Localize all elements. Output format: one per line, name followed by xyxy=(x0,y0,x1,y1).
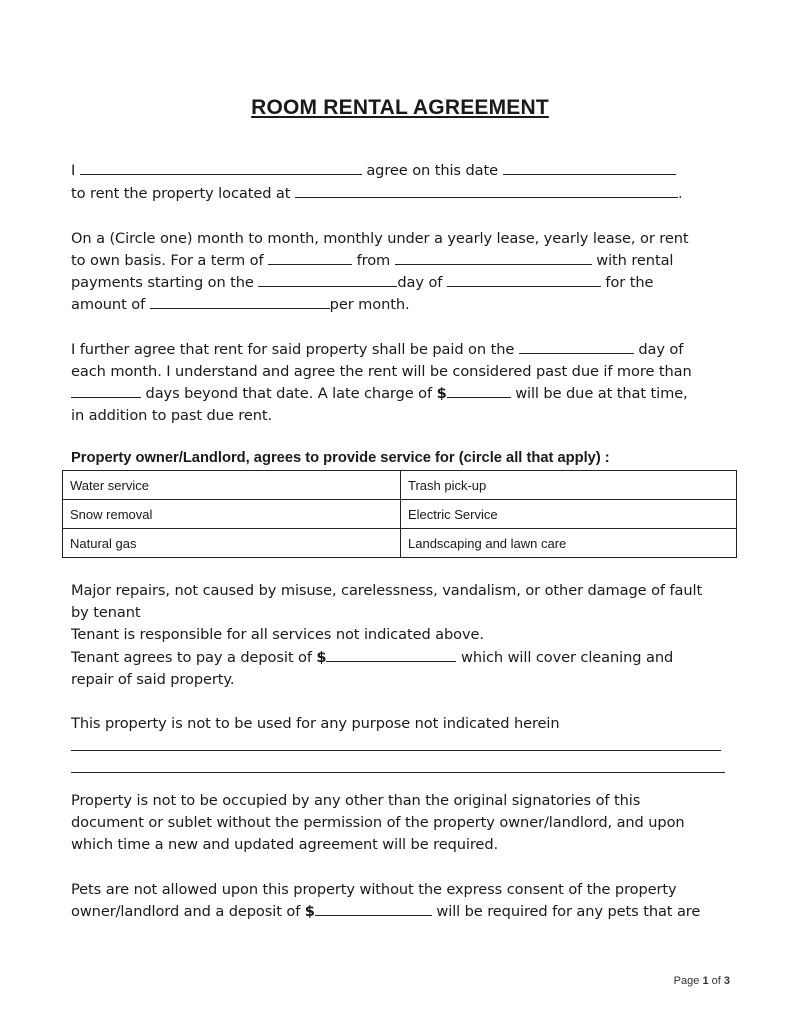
text: . xyxy=(677,185,683,202)
service-cell[interactable]: Natural gas xyxy=(63,529,401,558)
para6-line3: which time a new and updated agreement will be required. xyxy=(71,836,499,853)
para4-line5: repair of said property. xyxy=(71,671,235,688)
pay-day-blank[interactable] xyxy=(519,339,634,354)
para3-line1 xyxy=(71,339,683,361)
para4-line4 xyxy=(71,647,673,669)
text: will be due at that time, xyxy=(515,385,688,402)
term-blank[interactable] xyxy=(268,250,352,265)
para7-line2 xyxy=(71,901,700,923)
page-current: 1 xyxy=(702,975,709,987)
late-charge-blank[interactable] xyxy=(447,383,511,398)
text: day of xyxy=(638,341,684,358)
text: to own basis. For a term of xyxy=(71,252,264,269)
text: to rent the property located at xyxy=(71,185,291,202)
text: I further agree that rent for said property shall be paid on the xyxy=(71,341,515,358)
text: amount of xyxy=(71,296,146,313)
text: agree on this date xyxy=(366,162,498,179)
dollar-sign: $ xyxy=(436,385,447,402)
para4-line2: by tenant xyxy=(71,604,141,621)
page-word: Page xyxy=(673,975,700,987)
dollar-sign: $ xyxy=(316,649,327,666)
table-row xyxy=(63,529,737,558)
text: Tenant agrees to pay a deposit of xyxy=(71,649,312,666)
page-total: 3 xyxy=(723,975,730,987)
para1-line2 xyxy=(71,183,682,205)
text: which will cover cleaning and xyxy=(461,649,674,666)
deposit-blank[interactable] xyxy=(326,647,456,662)
name-blank[interactable] xyxy=(80,160,362,175)
service-cell[interactable]: Electric Service xyxy=(401,500,737,529)
services-heading: Property owner/Landlord, agrees to provide service for (circle all that apply) : xyxy=(71,450,610,466)
para2-line1: On a (Circle one) month to month, monthly under a yearly lease, yearly lease, or rent xyxy=(71,230,689,247)
date-blank[interactable] xyxy=(503,160,676,175)
start-day-blank[interactable] xyxy=(258,272,397,287)
para4-line1: Major repairs, not caused by misuse, carelessness, vandalism, or other damage of fault xyxy=(71,582,703,599)
para5-line1: This property is not to be used for any purpose not indicated herein xyxy=(71,715,560,732)
text: from xyxy=(356,252,391,269)
service-cell[interactable]: Landscaping and lawn care xyxy=(401,529,737,558)
text: with rental xyxy=(596,252,674,269)
term-from-blank[interactable] xyxy=(395,250,592,265)
para3-line3 xyxy=(71,383,688,405)
para7-line1: Pets are not allowed upon this property without the express consent of the property xyxy=(71,881,677,898)
table-row xyxy=(63,471,737,500)
para6-line2: document or sublet without the permission of the property owner/landlord, and upon xyxy=(71,814,685,831)
dollar-sign: $ xyxy=(304,903,315,920)
property-address-blank[interactable] xyxy=(295,183,678,198)
text: payments starting on the xyxy=(71,274,254,291)
para2-line4 xyxy=(71,294,410,316)
table-row xyxy=(63,500,737,529)
service-cell[interactable]: Water service xyxy=(63,471,401,500)
purpose-blank-line[interactable] xyxy=(71,772,725,773)
of-word: of xyxy=(711,975,721,987)
purpose-blank-line[interactable] xyxy=(71,750,721,751)
text: days beyond that date. A late charge of xyxy=(145,385,433,402)
para4-line3: Tenant is responsible for all services not indicated above. xyxy=(71,626,484,643)
page-title: ROOM RENTAL AGREEMENT xyxy=(251,96,549,119)
services-table xyxy=(62,470,737,558)
page-number xyxy=(674,975,730,987)
para1-line1 xyxy=(71,160,676,182)
text: day of xyxy=(397,274,443,291)
service-cell[interactable]: Trash pick-up xyxy=(401,471,737,500)
para3-line4: in addition to past due rent. xyxy=(71,407,273,424)
pet-deposit-blank[interactable] xyxy=(315,901,432,916)
text: per month. xyxy=(329,296,410,313)
rent-amount-blank[interactable] xyxy=(150,294,330,309)
text: I xyxy=(71,162,76,179)
para2-line2 xyxy=(71,250,673,272)
para3-line2: each month. I understand and agree the rent will be considered past due if more than xyxy=(71,363,692,380)
text: owner/landlord and a deposit of xyxy=(71,903,301,920)
para2-line3 xyxy=(71,272,653,294)
para6-line1: Property is not to be occupied by any other than the original signatories of this xyxy=(71,792,641,809)
text: for the xyxy=(605,274,654,291)
start-month-blank[interactable] xyxy=(447,272,601,287)
service-cell[interactable]: Snow removal xyxy=(63,500,401,529)
text: will be required for any pets that are xyxy=(436,903,701,920)
grace-days-blank[interactable] xyxy=(71,383,141,398)
